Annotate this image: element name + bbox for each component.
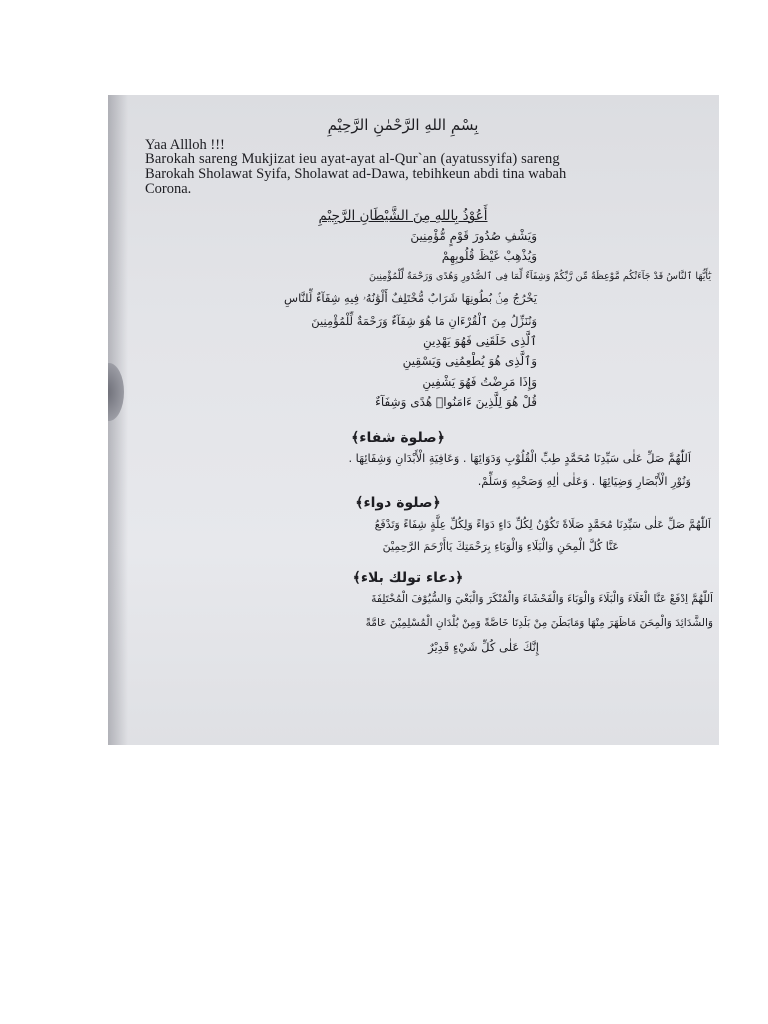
ayat-line: وَيَشْفِ صُدُورَ قَوْمٍ مُّؤْمِنِينَ	[410, 229, 537, 243]
doa-tolak-bala-line: وَالشَّدَائِدَ وَالْمِحَنَ مَاظَهَرَ مِنْهَا وَمَابَطَنَ مِنْ بَلَدِنَا خَاصَّةً وَمِنْ بُلْدَانِ الْمُسْلِمِيْنَ عَامَّةً	[365, 617, 713, 629]
ayat-line: يَٰٓأَيُّهَا ٱلنَّاسُ قَدْ جَآءَتْكُم مَّوْعِظَةٌ مِّن رَّبِّكُمْ وَشِفَآءٌ لِّمَا فِى ٱلصُّدُورِ وَهُدًى وَرَحْمَةٌ لِّلْمُؤْمِنِينَ	[369, 271, 711, 282]
intro-line: Barokah Sholawat Syifa, Sholawat ad-Dawa, tebihkeun abdi tina wabah	[145, 166, 567, 182]
doa-tolak-bala-line: إِنَّكَ عَلٰى كُلِّ شَيْءٍ قَدِيْرٌ	[428, 640, 539, 654]
ayat-line: وَٱلَّذِى هُوَ يُطْعِمُنِى وَيَسْقِينِ	[402, 354, 537, 368]
ayat-line: وَنُنَزِّلُ مِنَ ٱلْقُرْءَانِ مَا هُوَ شِفَآءٌ وَرَحْمَةٌ لِّلْمُؤْمِنِينَ	[311, 314, 537, 328]
ayat-line: قُلْ هُوَ لِلَّذِينَ ءَامَنُوا۟ هُدًى وَشِفَآءٌ	[375, 395, 537, 409]
sholawat-dawa-line: عَنَّا كُلَّ الْمِحَنِ وَالْبَلَاءِ وَالْوَبَاءِ بِرَحْمَتِكَ يَاأَرْحَمَ الرَّحِمِيْنَ	[382, 540, 619, 553]
intro-line: Barokah sareng Mukjizat ieu ayat-ayat al-Qur`an (ayatussyifa) sareng	[145, 151, 560, 167]
doa-tolak-bala-line: اَللّٰهُمَّ اِدْفَعْ عَنَّا الْغَلَاءَ وَالْبَلَاءَ وَالْوَبَاءَ وَالْفَحْشَاءَ وَالْمُنْكَرَ وَالْبَغْيَ وَالسُّيُوْفَ الْمُخْتَلِفَةَ	[371, 593, 713, 605]
intro-line: Corona.	[145, 181, 192, 197]
doa-tolak-bala-title: ﴿دعاء تولك بلاء﴾	[352, 570, 464, 586]
sholawat-dawa-title: ﴿صلوة دواء﴾	[355, 495, 441, 511]
ayat-line: يَخْرُجُ مِنۢ بُطُونِهَا شَرَابٌ مُّخْتَلِفٌ أَلْوَٰنُهُۥ فِيهِ شِفَآءٌ لِّلنَّاسِ	[284, 291, 537, 305]
sholawat-syifa-line: اَللّٰهُمَّ صَلِّ عَلٰى سَيِّدِنَا مُحَمَّدٍ طِبِّ الْقُلُوْبِ وَدَوَائِهَا . وَعَافِيَةِ الْأَبْدَانِ وَشِفَائِهَا .	[348, 452, 691, 465]
ayat-line: ٱلَّذِى خَلَقَنِى فَهُوَ يَهْدِينِ	[422, 334, 537, 348]
taawudz-heading: أَعُوْذُ بِاللهِ مِنَ الشَّيْطَانِ الرَّجِيْمِ	[318, 208, 488, 224]
document-photo	[108, 95, 719, 745]
sholawat-syifa-title: ﴿صلوة شفاء﴾	[351, 430, 445, 446]
sholawat-dawa-line: اَللّٰهُمَّ صَلِّ عَلٰى سَيِّدِنَا مُحَمَّدٍ صَلَاةً تَكُوْنُ لِكُلِّ دَاءٍ دَوَاءً وَلِكُلِّ عِلَّةٍ شِفَاءً وَتَدْفَعُ	[374, 518, 711, 531]
intro-line: Yaa Allloh !!!	[145, 137, 225, 153]
sholawat-syifa-line: وَنُوْرِ الْأَبْصَارِ وَضِيَائِهَا . وَعَلٰى اٰلِهِ وَصَحْبِهِ وَسَلِّمْ.	[477, 475, 691, 488]
basmala: بِسْمِ اللهِ الرَّحْمٰنِ الرَّحِيْمِ	[327, 116, 479, 134]
ayat-line: وَإِذَا مَرِضْتُ فَهُوَ يَشْفِينِ	[422, 375, 537, 389]
ayat-line: وَيُذْهِبْ غَيْظَ قُلُوبِهِمْ	[441, 249, 537, 263]
